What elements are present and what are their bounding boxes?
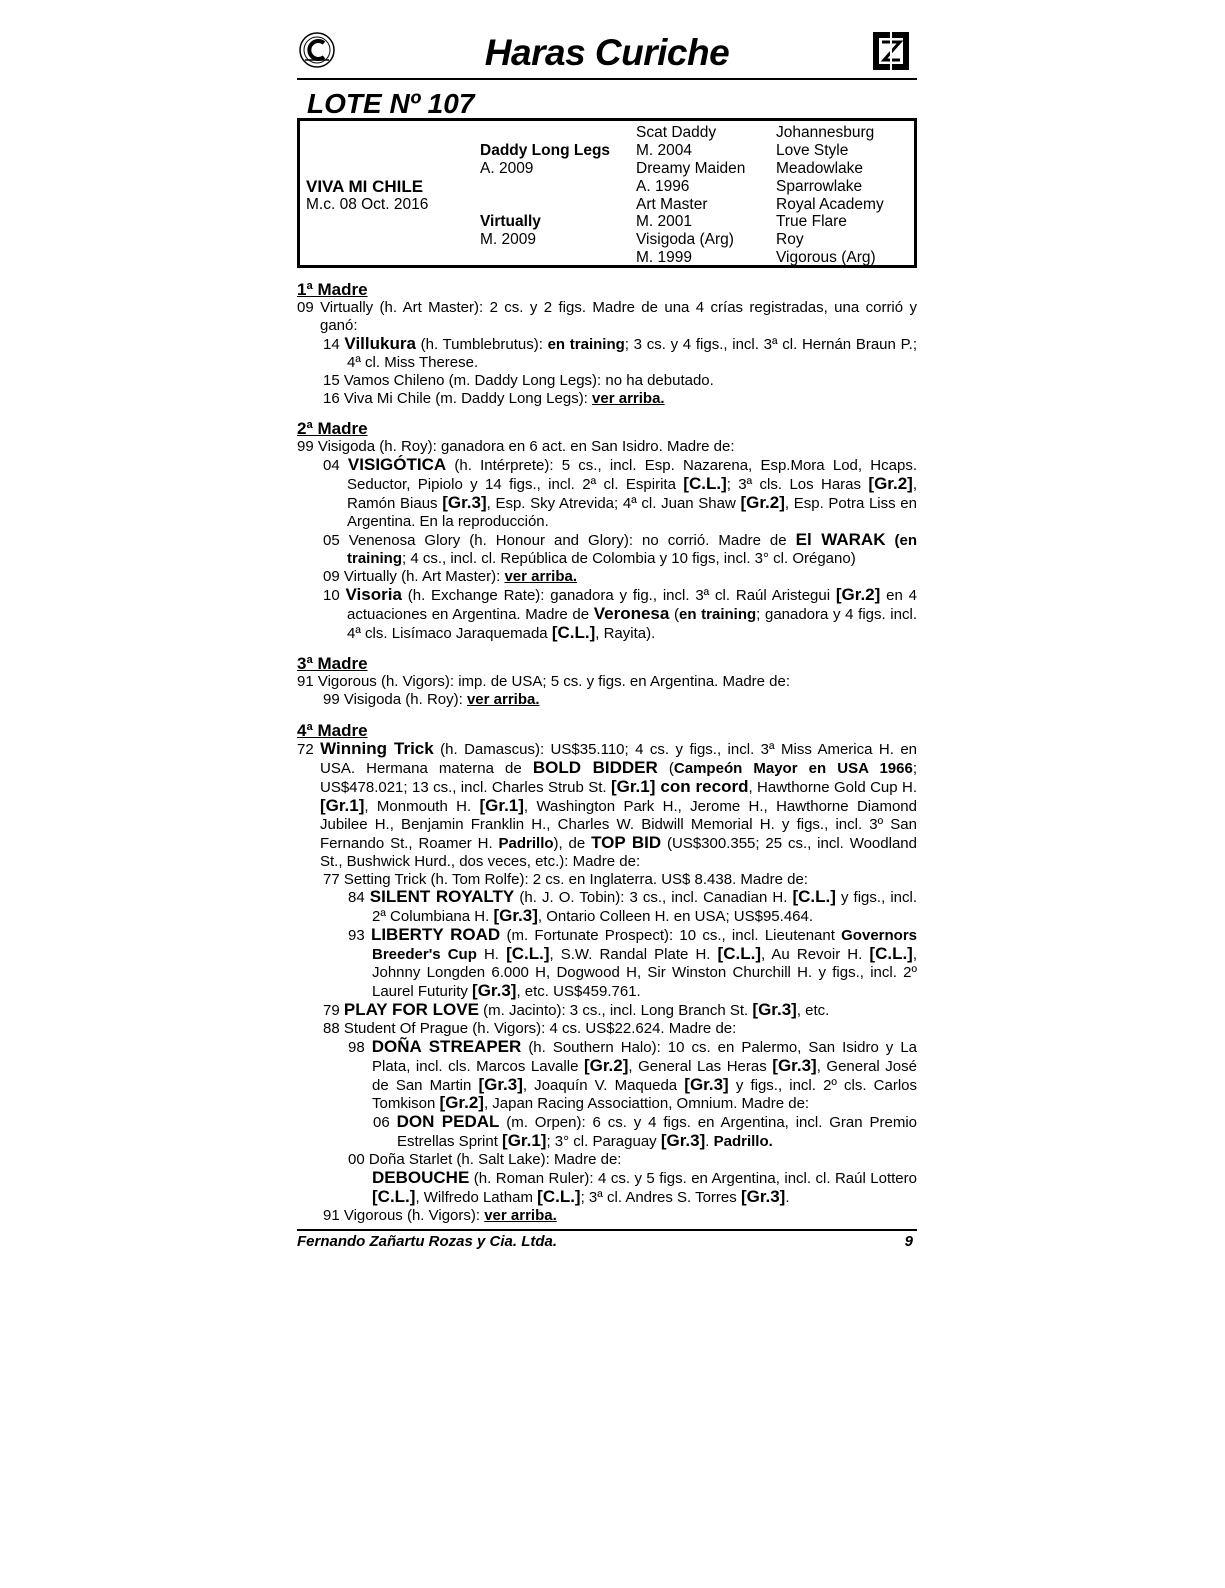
section-title: 3ª Madre xyxy=(297,654,368,674)
see-above-link: ver arriba. xyxy=(484,1206,557,1224)
pedigree-table xyxy=(297,118,917,268)
produce-entry: DEBOUCHE (h. Roman Ruler): 4 cs. y 5 figs. en Argentina, incl. cl. Raúl Lottero [C.L.], Wilfredo Latham [C.L.]; 3ª cl. Andres S. Torres [Gr.3]. xyxy=(372,1168,917,1206)
gen3-entry: Dreamy Maiden xyxy=(636,159,746,177)
see-above-link: ver arriba. xyxy=(466,691,540,709)
section-title: 1ª Madre xyxy=(297,280,368,299)
produce-entry: 05 Venenosa Glory (h. Honour and Glory): no corrió. Madre de El WARAK (en training; 4 cs., incl. cl. República de Colombia y 10 figs, incl. 3° cl. Orégano) xyxy=(323,529,918,567)
see-above-link: ver arriba. xyxy=(504,567,577,585)
produce-entry: 79 PLAY FOR LOVE (m. Jacinto): 3 cs., incl. Long Branch St. [Gr.3], etc. xyxy=(323,999,830,1019)
horse-info: M.c. 08 Oct. 2016 xyxy=(306,195,429,213)
gen3-entry: Scat Daddy xyxy=(636,124,717,141)
pedigree-horse-column xyxy=(306,124,428,213)
produce-entry: 93 LIBERTY ROAD (m. Fortunate Prospect): 10 cs., incl. Lieutenant Governors Breeder's Cup H. [C.L.], S.W. Randal Plate H. [C.L.], Au Revoir H. [C.L.], Johnny Longden 6.000 H, Dogwood H, Sir Winston Churchill H. y figs., incl. 2º Laurel Futurity [Gr.3], etc. US$459.761. xyxy=(348,925,918,1000)
gen3-entry: A. 1996 xyxy=(636,177,690,195)
produce-entry: 77 Setting Trick (h. Tom Rolfe): 2 cs. en Inglaterra. US$ 8.438. Madre de: xyxy=(323,870,808,888)
produce-entry: 91 Vigorous (h. Vigors): ver arriba. xyxy=(323,1206,557,1224)
page-title: Haras Curiche xyxy=(484,32,730,73)
produce-entry: 09 Virtually (h. Art Master): ver arriba. xyxy=(323,567,577,585)
pedigree-parents-column xyxy=(480,124,610,249)
third-dam-section xyxy=(297,654,917,709)
page-footer xyxy=(297,1229,917,1253)
produce-entry: 14 Villukura (h. Tumblebrutus): en training; 3 cs. y 4 figs., incl. 3ª cl. Hernán Braun P.; 4ª cl. Miss Therese. xyxy=(323,333,917,371)
section-title: 4ª Madre xyxy=(297,721,368,741)
gen3-entry: Art Master xyxy=(636,195,708,213)
gen3-entry: Visigoda (Arg) xyxy=(636,231,734,249)
pedigree-grandparents-column xyxy=(636,124,745,267)
z-logo-icon xyxy=(871,30,913,72)
produce-entry: 04 VISIGÓTICA (h. Intérprete): 5 cs., incl. Esp. Nazarena, Esp.Mora Lod, Hcaps. Seductor, Pipiolo y 14 figs., incl. 2ª cl. Espirita [C.L.]; 3ª cls. Los Haras [Gr.2], Ramón Biaus [Gr.3], Esp. Sky Atrevida; 4ª cl. Juan Shaw [Gr.2], Esp. Potra Liss en Argentina. En la reproducción. xyxy=(323,455,917,531)
horse-name: VIVA MI CHILE xyxy=(306,176,424,196)
dam-info: M. 2009 xyxy=(480,231,537,249)
first-dam-section xyxy=(297,280,917,407)
document-page xyxy=(297,28,917,1253)
sire-name: Daddy Long Legs xyxy=(480,141,611,159)
produce-entry: 00 Doña Starlet (h. Salt Lake): Madre de: xyxy=(348,1151,622,1169)
produce-entry: 99 Visigoda (h. Roy): ver arriba. xyxy=(323,691,540,709)
dam-entry: 72 Winning Trick (h. Damascus): US$35.110; 4 cs. y figs., incl. 3ª Miss America H. en USA. Hermana materna de BOLD BIDDER (Campeón Mayor en USA 1966; US$478.021; 13 cs., incl. Charles Strub St. [Gr.1] con record, Hawthorne Gold Cup H. [Gr.1], Monmouth H. [Gr.1], Washington Park H., Jerome H., Hawthorne Diamond Jubilee H., Benjamin Franklin H., Charles W. Bidwill Memorial H. y figs., incl. 3º San Fernando St., Roamer H. Padrillo), de TOP BID (US$300.355; 25 cs., incl. Woodland St., Bushwick Hurd., dos veces, etc.): Madre de: xyxy=(297,739,918,870)
gen4-entry: Johannesburg xyxy=(776,124,875,141)
gen3-entry: M. 2001 xyxy=(636,213,693,231)
produce-entry: 84 SILENT ROYALTY (h. J. O. Tobin): 3 cs., incl. Canadian H. [C.L.] y figs., incl. 2ª Columbiana H. [Gr.3], Ontario Colleen H. en USA; US$95.464. xyxy=(348,887,917,926)
page-header xyxy=(297,28,917,80)
dam-entry: 99 Visigoda (h. Roy): ganadora en 6 act. en San Isidro. Madre de: xyxy=(297,438,735,456)
dam-entry: 91 Vigorous (h. Vigors): imp. de USA; 5 cs. y figs. en Argentina. Madre de: xyxy=(297,673,791,691)
page-number: 9 xyxy=(904,1232,913,1250)
gen4-entry: Meadowlake xyxy=(776,159,864,177)
pedigree-great-grandparents-column xyxy=(776,124,884,267)
gen4-entry: Sparrowlake xyxy=(776,177,863,195)
produce-entry: 98 DOÑA STREAPER (h. Southern Halo): 10 cs. en Palermo, San Isidro y La Plata, incl. cls. Marcos Lavalle [Gr.2], General Las Heras [Gr.3], General José de San Martin [Gr.3], Joaquín V. Maqueda [Gr.3] y figs., incl. 2º cls. Carlos Tomkison [Gr.2], Japan Racing Associattion, Omnium. Madre de: xyxy=(348,1036,918,1113)
dam-entry: 09 Virtually (h. Art Master): 2 cs. y 2 figs. Madre de una 4 crías registradas, una corrió y ganó: xyxy=(297,299,917,334)
produce-entry: 06 DON PEDAL (m. Orpen): 6 cs. y 4 figs. en Argentina, incl. Gran Premio Estrellas Sprint [Gr.1]; 3° cl. Paraguay [Gr.3]. Padrillo. xyxy=(373,1112,917,1151)
dam-name: Virtually xyxy=(480,213,541,231)
produce-entry: 10 Visoria (h. Exchange Rate): ganadora y fig., incl. 3ª cl. Raúl Aristegui [Gr.2] en 4 actuaciones en Argentina. Madre de Veronesa (en training; ganadora y 4 figs. incl. 4ª cls. Lisímaco Jaraquemada [C.L.], Rayita). xyxy=(323,584,917,642)
sire-info: A. 2009 xyxy=(480,159,534,177)
gen4-entry: Royal Academy xyxy=(776,195,884,213)
second-dam-section xyxy=(297,419,917,642)
gen4-entry: Vigorous (Arg) xyxy=(776,249,876,267)
see-above-link: ver arriba. xyxy=(592,389,665,407)
footer-company: Fernando Zañartu Rozas y Cia. Ltda. xyxy=(297,1232,558,1250)
produce-entry: 88 Student Of Prague (h. Vigors): 4 cs. US$22.624. Madre de: xyxy=(323,1019,737,1037)
section-title: 2ª Madre xyxy=(297,419,368,439)
fourth-dam-section xyxy=(297,721,917,1225)
gen4-entry: True Flare xyxy=(776,213,847,231)
gen3-entry: M. 1999 xyxy=(636,249,693,267)
gen3-entry: M. 2004 xyxy=(636,141,693,159)
produce-entry: 15 Vamos Chileno (m. Daddy Long Legs): no ha debutado. xyxy=(323,371,714,389)
produce-entry: 16 Viva Mi Chile (m. Daddy Long Legs): ver arriba. xyxy=(323,389,665,407)
gen4-entry: Love Style xyxy=(776,141,849,159)
gen4-entry: Roy xyxy=(776,231,804,249)
lot-number: LOTE Nº 107 xyxy=(307,88,475,119)
